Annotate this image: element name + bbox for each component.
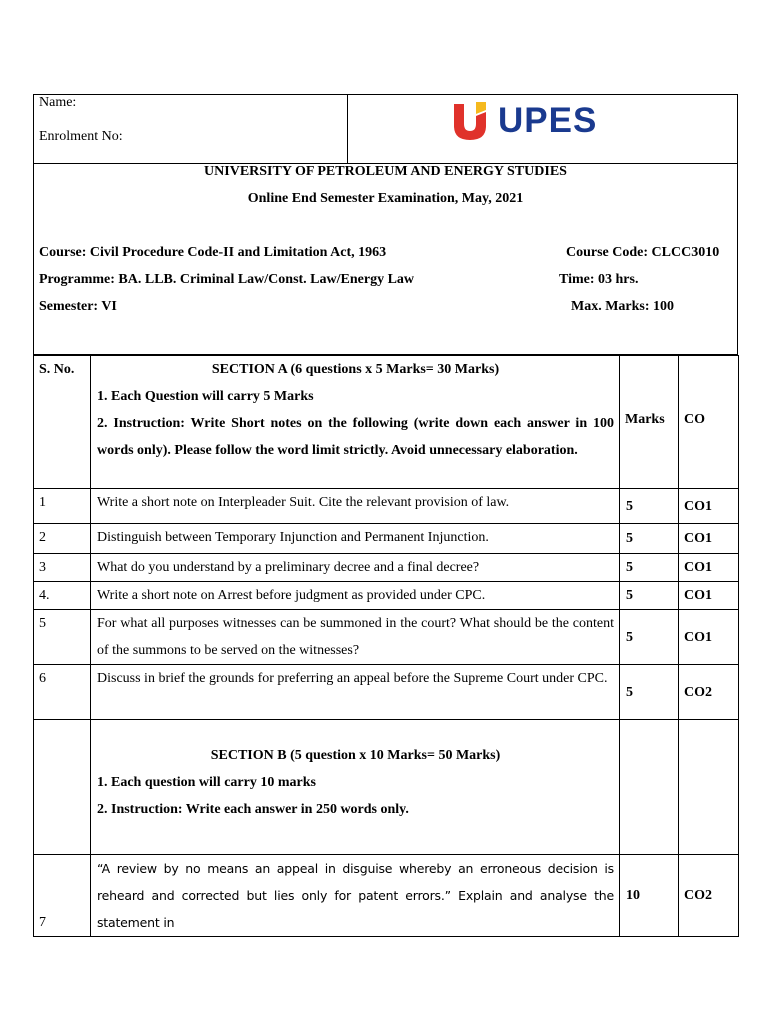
question-table (33, 355, 739, 937)
max-marks: Max. Marks: 100 (571, 299, 675, 314)
question-marks: 5 (620, 554, 679, 582)
header-box (33, 94, 738, 163)
empty-cell (679, 720, 739, 855)
course-info (33, 163, 738, 355)
question-number: 3 (34, 554, 91, 582)
question-text: Write a short note on Arrest before judgment as provided under CPC. (91, 582, 620, 610)
question-co: CO1 (679, 582, 739, 610)
question-text: Distinguish between Temporary Injunction and Permanent Injunction. (91, 524, 620, 554)
table-row (34, 855, 739, 937)
question-co: CO1 (679, 554, 739, 582)
section-b-header-row (34, 720, 739, 855)
course-name: Course: Civil Procedure Code-II and Limitation Act, 1963 (39, 245, 387, 260)
table-row (34, 524, 739, 554)
question-marks: 5 (620, 665, 679, 720)
sno-header: S. No. (34, 356, 91, 489)
programme: Programme: BA. LLB. Criminal Law/Const. Law/Energy Law (39, 272, 415, 287)
question-text: Discuss in brief the grounds for preferring an appeal before the Supreme Court under CPC. (91, 665, 620, 720)
empty-cell (34, 720, 91, 855)
exam-title: Online End Semester Examination, May, 2021 (247, 191, 524, 206)
question-number: 1 (34, 489, 91, 524)
exam-time: Time: 03 hrs. (559, 272, 639, 287)
section-a-instruction-1: 1. Each Question will carry 5 Marks (97, 389, 314, 404)
empty-cell (620, 720, 679, 855)
section-a-header (91, 356, 620, 489)
question-co: CO1 (679, 489, 739, 524)
logo-text: UPES (498, 101, 598, 140)
name-label: Name: (39, 95, 77, 110)
question-co: CO1 (679, 524, 739, 554)
exam-paper (33, 94, 738, 937)
question-text: Write a short note on Interpleader Suit. Cite the relevant provision of law. (91, 489, 620, 524)
question-text: What do you understand by a preliminary decree and a final decree? (91, 554, 620, 582)
question-text: “A review by no means an appeal in disguise whereby an erroneous decision is reheard and corrected but lies only for patent errors.” Explain and analyse the statement in (91, 855, 620, 937)
section-b-instruction-1: 1. Each question will carry 10 marks (97, 775, 316, 790)
section-a-title: SECTION A (6 questions x 5 Marks= 30 Marks) (211, 362, 500, 377)
question-co: CO2 (679, 855, 739, 937)
question-marks: 5 (620, 582, 679, 610)
table-row (34, 554, 739, 582)
question-marks: 5 (620, 610, 679, 665)
table-row (34, 665, 739, 720)
section-a-instruction-2: 2. Instruction: Write Short notes on the following (write down each answer in 100 words only). Please follow the word limit strictly. Avoid unnecessary elaboration. (97, 416, 614, 458)
question-number: 4. (34, 582, 91, 610)
question-marks: 10 (620, 855, 679, 937)
upes-shield-icon (452, 100, 488, 142)
section-b-title: SECTION B (5 question x 10 Marks= 50 Marks) (210, 748, 501, 763)
question-marks: 5 (620, 524, 679, 554)
question-co: CO1 (679, 610, 739, 665)
table-row (34, 582, 739, 610)
co-header: CO (679, 356, 739, 489)
marks-header: Marks (620, 356, 679, 489)
section-b-instruction-2: 2. Instruction: Write each answer in 250 words only. (97, 802, 409, 817)
question-text: For what all purposes witnesses can be summoned in the court? What should be the content of the summons to be served on the witnesses? (91, 610, 620, 665)
course-code: Course Code: CLCC3010 (566, 245, 720, 260)
table-row (34, 489, 739, 524)
question-number: 2 (34, 524, 91, 554)
enrolment-label: Enrolment No: (39, 129, 123, 144)
question-number: 5 (34, 610, 91, 665)
section-b-header (91, 720, 620, 855)
student-details (34, 95, 348, 163)
university-name: UNIVERSITY OF PETROLEUM AND ENERGY STUDIES (204, 164, 567, 179)
table-row (34, 610, 739, 665)
question-number: 6 (34, 665, 91, 720)
upes-logo (452, 99, 597, 143)
section-a-header-row (34, 356, 739, 489)
semester: Semester: VI (39, 299, 117, 314)
question-number: 7 (34, 855, 91, 937)
question-marks: 5 (620, 489, 679, 524)
question-co: CO2 (679, 665, 739, 720)
